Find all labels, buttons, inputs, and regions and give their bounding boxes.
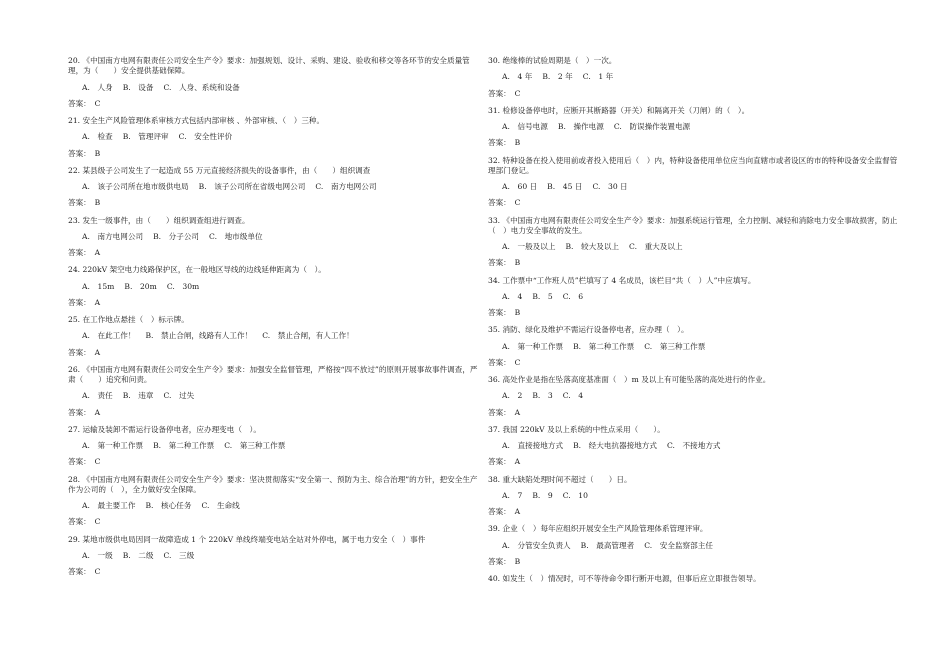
question-text: 40. 如发生（ ）情况时，可不等待命令即行断开电源，但事后应立即报告领导。 [488, 574, 761, 583]
option-a: A. 4 年 [502, 72, 533, 82]
answer-line: 答案： C [68, 457, 101, 467]
answer-options [502, 182, 902, 192]
answer-options [502, 391, 902, 401]
question-block [488, 574, 902, 584]
option-b: B. 禁止合闸，线路有人工作！ [145, 331, 253, 341]
option-c: C. 重大及以上 [629, 242, 683, 251]
question-text: 35. 消防、绿化及维护不需运行设备停电者，应办理（ ）。 [488, 325, 689, 335]
option-c: C. 4 [562, 391, 584, 401]
option-a: A. 60 日 [502, 182, 538, 191]
option-a: A. 4 [502, 291, 523, 301]
answer-line: 答案： C [68, 517, 101, 527]
option-a: A. 分管安全负责人 [502, 540, 571, 550]
option-c: C. 人身、系统和设备 [163, 82, 240, 92]
answer-options [502, 72, 902, 82]
option-a: A. 检查 [82, 132, 113, 142]
option-a: A. 责任 [82, 391, 113, 401]
question-text: 27. 运输及装卸不需运行设备停电者，应办理变电（ ）。 [68, 424, 261, 434]
option-c: C. 第三种工作票 [644, 341, 706, 351]
option-c: C. 10 [562, 490, 588, 500]
question-text: 31. 检修设备停电时，应断开其断路器（开关）和隔离开关（刀闸）的（ ）。 [488, 105, 750, 115]
answer-options [82, 83, 478, 93]
option-c: C. 安全监察部主任 [644, 540, 713, 550]
question-block [488, 56, 902, 99]
question-block [68, 116, 478, 159]
option-a: A. 人身 [82, 82, 113, 92]
answer-line: 答案： C [68, 98, 101, 108]
answer-options [502, 491, 902, 501]
option-c: C. 第三种工作票 [224, 441, 286, 450]
option-a: A. 在此工作！ [82, 331, 136, 341]
question-text: 32. 特种设备在投入使用前或者投入使用后（ ）内，特种设备使用单位应当向直辖市或者设区的市的特种设备安全监督管理部门登记。 [488, 155, 898, 175]
option-b: B. 3 [532, 391, 553, 401]
answer-line: 答案： A [488, 507, 521, 516]
question-block [488, 156, 902, 209]
answer-options [502, 342, 902, 352]
answer-options [502, 441, 902, 451]
answer-options [502, 122, 902, 132]
answer-line: 答案： B [488, 556, 521, 566]
question-text: 39. 企业（ ）每年应组织开展安全生产风险管理体系管理评审。 [488, 524, 708, 534]
option-b: B. 核心任务 [145, 501, 192, 510]
answer-options [82, 182, 478, 192]
left-question-column [68, 56, 478, 577]
question-text: 38. 重大缺陷处理时间不超过（ ）日。 [488, 474, 632, 484]
answer-line: 答案： C [488, 88, 521, 98]
option-b: B. 违章 [122, 391, 154, 401]
option-b: B. 5 [532, 291, 553, 301]
option-c: C. 防误操作装置电源 [613, 122, 691, 131]
option-c: C. 生命线 [201, 501, 240, 510]
option-b: B. 45 日 [547, 182, 583, 191]
option-c: C. 三级 [163, 550, 195, 560]
answer-options [502, 541, 902, 551]
answer-options [502, 242, 902, 252]
option-a: A. 一般及以上 [502, 242, 556, 251]
option-b: B. 9 [532, 490, 553, 500]
question-block [488, 375, 902, 418]
option-c: C. 禁止合闸，有人工作！ [262, 331, 354, 341]
option-a: A. 2 [502, 391, 523, 401]
question-block [68, 166, 478, 209]
answer-line: 答案： B [488, 308, 521, 317]
option-b: B. 该子公司所在省级电网公司 [198, 182, 306, 191]
option-b: B. 20m [124, 281, 157, 291]
question-block [68, 475, 478, 528]
option-b: B. 经大电抗器接地方式 [573, 441, 657, 450]
answer-line: 答案： A [68, 248, 101, 257]
option-a: A. 第一种工作票 [502, 341, 564, 351]
option-b: B. 第二种工作票 [573, 341, 635, 351]
question-text: 37. 我国 220kV 及以上系统的中性点采用（ ）。 [488, 424, 665, 434]
answer-line: 答案： B [68, 148, 101, 158]
question-text: 23. 发生一级事件，由（ ）组织调查组进行调查。 [68, 215, 250, 225]
question-block [68, 425, 478, 468]
question-block [68, 265, 478, 308]
question-block [488, 276, 902, 319]
question-block [68, 365, 478, 418]
question-block [488, 524, 902, 567]
answer-options [82, 551, 478, 561]
question-text: 24. 220kV 架空电力线路保护区，在一般地区导线的边线延伸距离为（ ）。 [68, 265, 326, 275]
question-block [68, 535, 478, 578]
option-a: A. 信号电源 [502, 122, 548, 131]
answer-line: 答案： B [68, 198, 101, 208]
question-text: 33. 《中国南方电网有限责任公司安全生产令》要求：加强系统运行管理，全力控制、减轻和消除电力安全事故损害，防止（ ）电力安全事故的发生。 [488, 215, 898, 235]
question-block [488, 216, 902, 269]
option-a: A. 第一种工作票 [82, 441, 144, 450]
answer-options [82, 331, 478, 341]
question-text: 20. 《中国南方电网有限责任公司安全生产令》要求：加强规划、设计、采购、建设、验收和移交等各环节的安全质量管理，为（ ）安全提供基础保障。 [68, 56, 470, 76]
option-b: B. 分子公司 [153, 231, 200, 241]
answer-options [502, 292, 902, 302]
option-c: C. 30 日 [592, 182, 628, 191]
option-c: C. 安全性评价 [178, 132, 233, 142]
option-c: C. 6 [562, 291, 584, 301]
question-block [68, 315, 478, 358]
option-a: A. 直接接地方式 [502, 441, 564, 450]
question-block [68, 56, 478, 109]
answer-options [82, 391, 478, 401]
answer-line: 答案： B [488, 258, 521, 268]
answer-line: 答案： C [488, 357, 521, 367]
answer-line: 答案： A [488, 457, 521, 467]
option-b: B. 最高管理者 [580, 540, 635, 550]
question-text: 22. 某县级子公司发生了一起造成 55 万元直接经济损失的设备事件，由（ ）组织调查 [68, 165, 371, 175]
question-text: 28. 《中国南方电网有限责任公司安全生产令》要求：坚决贯彻落实“安全第一、预防为主、综合治理”的方针，把安全生产作为公司的（ ），全力做好安全保障。 [68, 474, 478, 494]
answer-line: 答案： C [488, 198, 521, 208]
option-c: C. 过失 [163, 391, 195, 401]
option-a: A. 一级 [82, 550, 113, 560]
option-c: C. 地市级单位 [209, 231, 263, 241]
option-c: C. 不接地方式 [667, 441, 721, 450]
option-b: B. 2 年 [542, 72, 573, 82]
answer-line: 答案： B [488, 138, 521, 148]
option-a: A. 最主要工作 [82, 501, 136, 510]
option-a: A. 7 [502, 490, 523, 500]
answer-options [82, 132, 478, 142]
question-block [488, 475, 902, 518]
option-a: A. 该子公司所在地市级供电局 [82, 182, 189, 191]
question-text: 29. 某地市级供电局因同一故障造成 1 个 220kV 单线终端变电站全站对外停电，属于电力安全（ ）事件 [68, 534, 426, 544]
option-b: B. 设备 [122, 82, 154, 92]
question-text: 34. 工作票中“工作班人员”栏填写了 4 名成员，该栏目“共（ ）人”中应填写。 [488, 275, 756, 285]
right-question-column [488, 56, 902, 584]
question-text: 26. 《中国南方电网有限责任公司安全生产令》要求：加强安全监督管理，严格按“四不放过”的原则开展事故事件调查，严肃（ ）追究和问责。 [68, 364, 478, 384]
answer-line: 答案： A [488, 407, 521, 417]
option-a: A. 15m [82, 281, 115, 291]
answer-line: 答案： C [68, 567, 101, 576]
option-c: C. 30m [166, 281, 200, 291]
option-c: C. 南方电网公司 [315, 182, 377, 191]
question-block [488, 325, 902, 368]
answer-options [82, 501, 478, 511]
answer-options [82, 441, 478, 451]
answer-line: 答案： A [68, 407, 101, 417]
question-text: 25. 在工作地点悬挂（ ）标示牌。 [68, 315, 189, 324]
answer-line: 答案： A [68, 347, 101, 357]
question-block [488, 106, 902, 149]
question-block [68, 216, 478, 259]
option-b: B. 第二种工作票 [153, 441, 215, 450]
question-text: 21. 安全生产风险管理体系审核方式包括内部审核 、外部审核、（ ）三种。 [68, 116, 325, 125]
option-b: B. 二级 [122, 550, 154, 560]
answer-line: 答案： A [68, 297, 101, 307]
option-b: B. 管理评审 [122, 132, 169, 142]
option-b: B. 操作电源 [557, 122, 604, 131]
option-a: A. 南方电网公司 [82, 231, 144, 241]
answer-options [82, 282, 478, 292]
question-text: 36. 高处作业是指在坠落高度基准面（ ）m 及以上有可能坠落的高处进行的作业。 [488, 375, 771, 384]
option-b: B. 较大及以上 [565, 242, 620, 251]
option-c: C. 1 年 [582, 72, 614, 82]
question-block [488, 425, 902, 468]
question-text: 30. 绝缘棒的试验周期是（ ）一次。 [488, 56, 617, 65]
answer-options [82, 232, 478, 242]
